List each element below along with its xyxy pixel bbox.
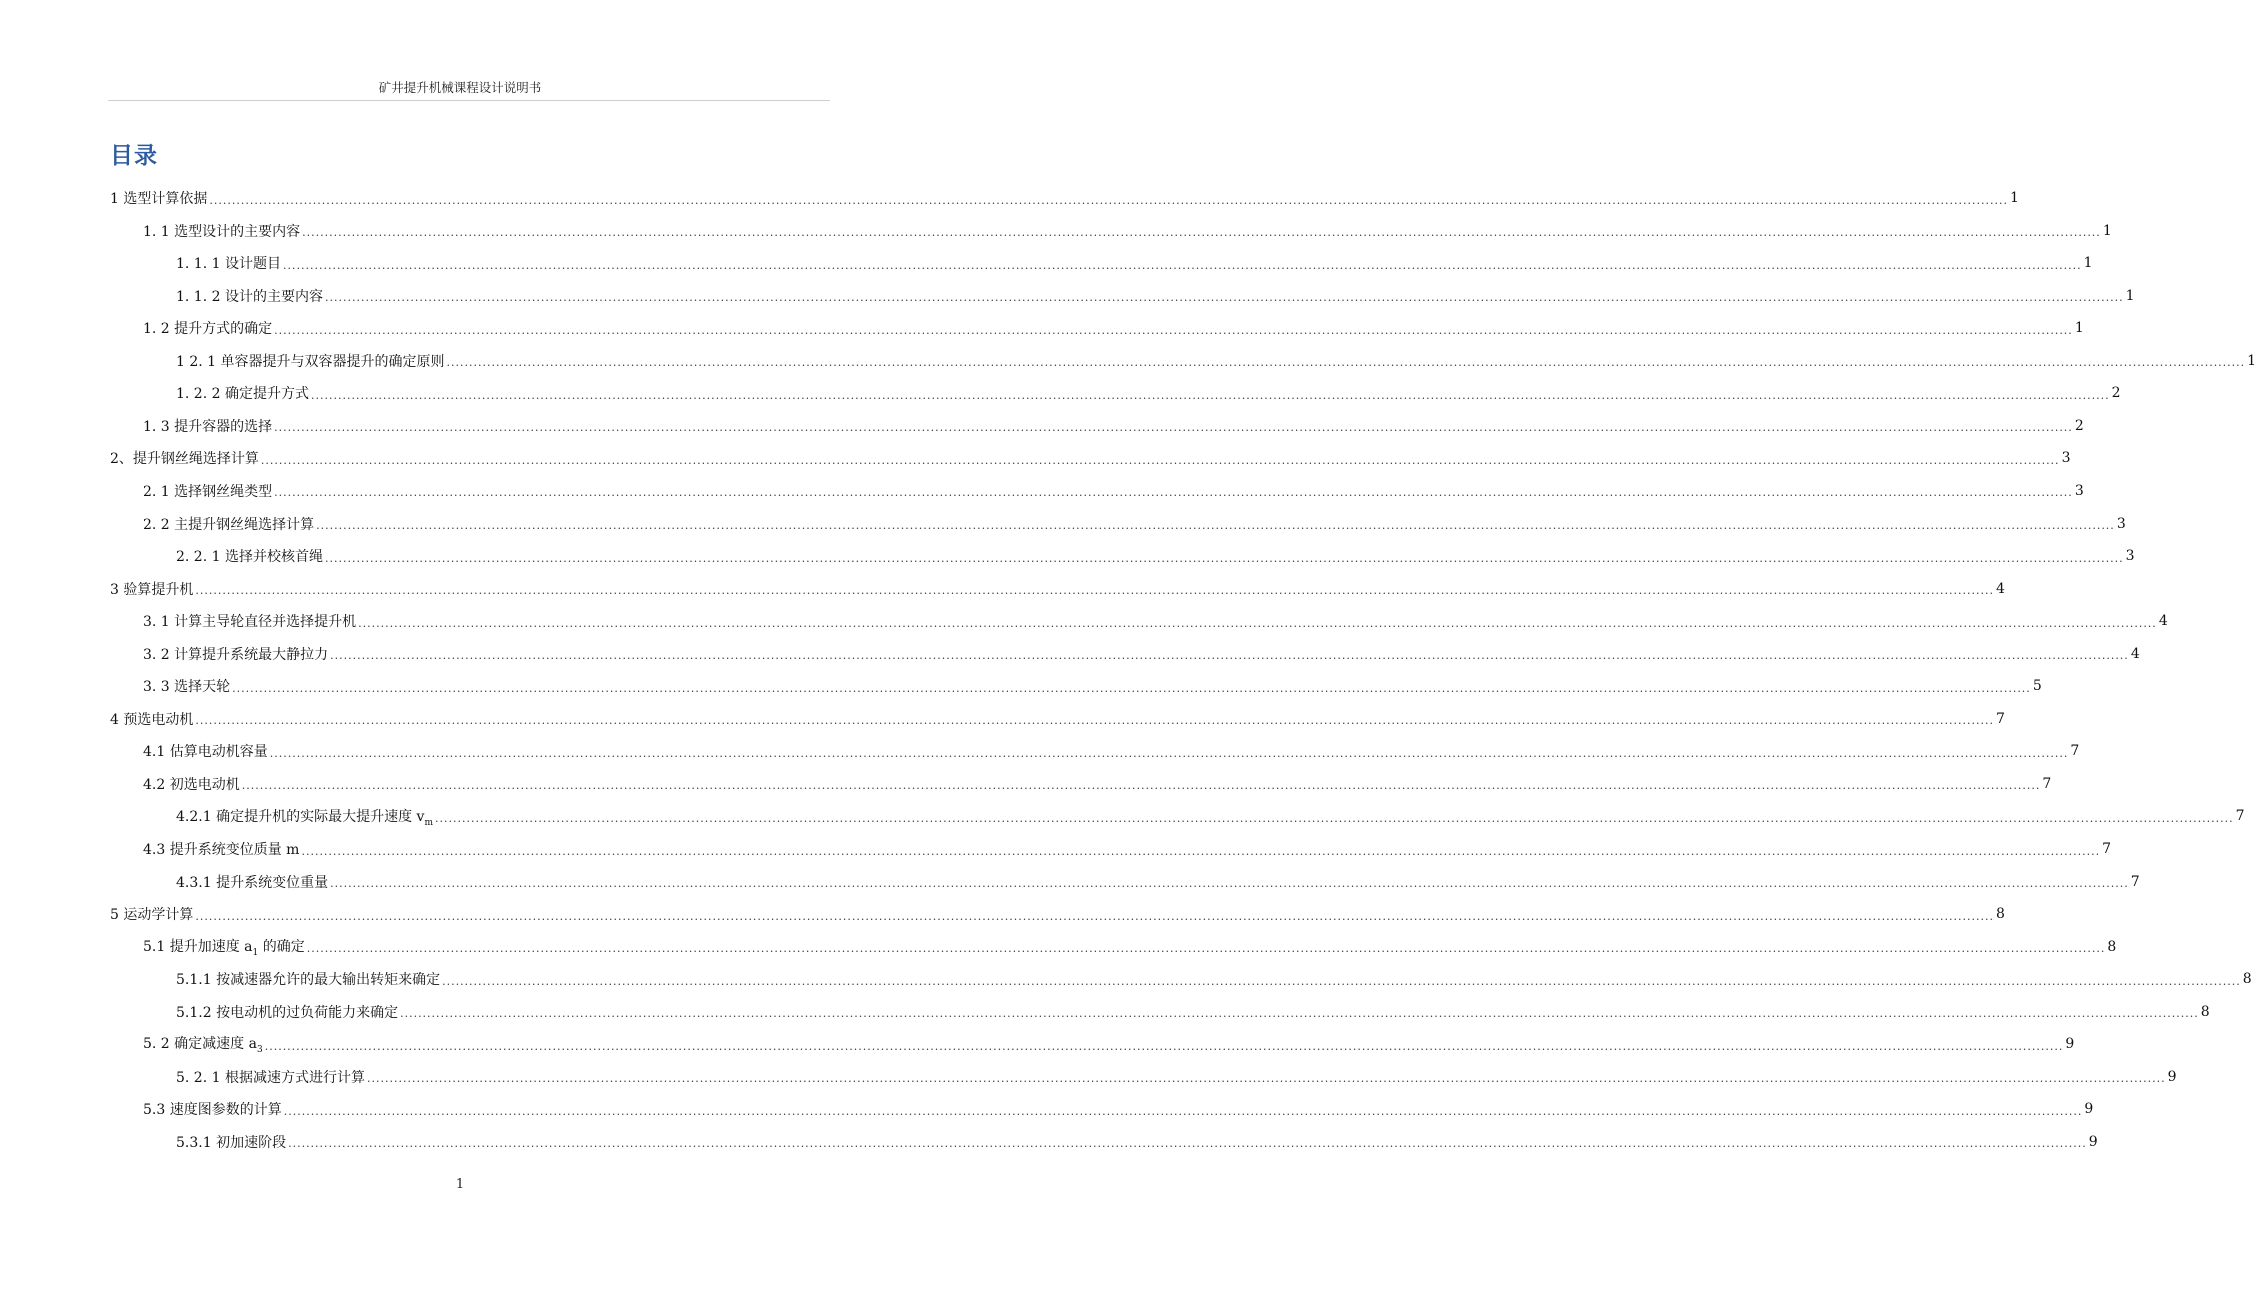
toc-entry[interactable] — [110, 182, 2019, 214]
toc-entry-title-text: 5.3 速度图参数的计算 — [143, 1102, 282, 1119]
toc-entry[interactable] — [143, 312, 2084, 344]
header-divider — [108, 100, 830, 101]
toc-dot-leader: ................................................................................................................................................................................................................................................................................................................................................................................................................ — [302, 226, 2101, 240]
toc-entry-title-text: 4.1 估算电动机容量 — [143, 744, 268, 761]
toc-dot-leader: ................................................................................................................................................................................................................................................................................................................................................................................................................ — [324, 551, 2124, 565]
toc-entry-page: 3 — [2116, 515, 2126, 532]
toc-entry[interactable] — [176, 280, 2135, 312]
toc-entry-title — [176, 1132, 286, 1152]
toc-dot-leader: ................................................................................................................................................................................................................................................................................................................................................................................................................ — [366, 1072, 2166, 1086]
toc-entry-page: 3 — [2074, 482, 2084, 499]
toc-dot-leader: ................................................................................................................................................................................................................................................................................................................................................................................................................ — [282, 258, 2082, 272]
toc-entry-page: 7 — [2130, 873, 2140, 890]
toc-entry-page: 1 — [2125, 287, 2135, 304]
toc-entry-subscript: 1 — [252, 947, 259, 958]
toc-entry[interactable] — [143, 833, 2112, 865]
toc-entry[interactable] — [110, 573, 2005, 605]
toc-entry[interactable] — [110, 898, 2005, 930]
toc-entry-title-text: 4 预选电动机 — [110, 711, 194, 728]
toc-entry-title — [143, 514, 314, 534]
toc-dot-leader: ................................................................................................................................................................................................................................................................................................................................................................................................................ — [195, 909, 1994, 923]
toc-entry-title-text: 1. 3 提升容器的选择 — [143, 418, 273, 435]
toc-entry[interactable] — [176, 540, 2135, 572]
toc-entry-title — [110, 709, 193, 729]
toc-entry-page: 9 — [2167, 1068, 2177, 1085]
toc-entry-title-text: 5.1 提升加速度 a — [143, 938, 253, 955]
toc-entry-title-text: 3. 1 计算主导轮直径并选择提升机 — [143, 614, 357, 631]
toc-entry-title — [176, 1002, 398, 1022]
toc-entry-title-text: 1 2. 1 单容器提升与双容器提升的确定原则 — [176, 353, 445, 370]
toc-entry-page: 1 — [2247, 352, 2256, 369]
toc-entry-title — [143, 644, 328, 664]
toc-entry-title-text: 4.3.1 提升系统变位重量 — [176, 874, 329, 891]
toc-entry[interactable] — [176, 996, 2210, 1028]
toc-entry-title-text: 5.3.1 初加速阶段 — [176, 1134, 287, 1151]
toc-entry-title-text: 5. 2. 1 根据减速方式进行计算 — [176, 1069, 365, 1086]
toc-entry[interactable] — [176, 866, 2140, 898]
toc-entry-title-text: 4.2 初选电动机 — [143, 776, 240, 793]
toc-entry-title-text: 1. 1. 2 设计的主要内容 — [176, 288, 323, 305]
toc-entry-title — [143, 416, 272, 436]
toc-entry-page: 7 — [2235, 808, 2245, 825]
toc-dot-leader: ................................................................................................................................................................................................................................................................................................................................................................................................................ — [195, 584, 1994, 598]
toc-entry-title-text: 5.1.1 按减速器允许的最大输出转矩来确定 — [176, 972, 441, 989]
toc-entry[interactable] — [176, 345, 2256, 377]
toc-entry-title — [143, 1033, 263, 1055]
toc-entry-page: 5 — [2032, 678, 2042, 695]
toc-entry-page: 4 — [2158, 613, 2168, 630]
toc-dot-leader: ................................................................................................................................................................................................................................................................................................................................................................................................................ — [288, 1137, 2087, 1151]
toc-entry-title-text: 1. 2. 2 确定提升方式 — [176, 386, 309, 403]
toc-entry[interactable] — [176, 800, 2245, 832]
toc-entry-page: 9 — [2065, 1036, 2075, 1053]
toc-entry-page: 9 — [2084, 1101, 2094, 1118]
toc-entry-title — [176, 546, 323, 566]
toc-entry-title — [143, 676, 230, 696]
running-header: 矿井提升机械课程设计说明书 — [378, 80, 542, 95]
toc-entry-title — [176, 351, 445, 371]
toc-entry-page: 8 — [1996, 906, 2005, 923]
toc-entry-title — [176, 286, 323, 306]
toc-heading: 目录 — [110, 143, 158, 169]
toc-entry-title — [143, 221, 300, 241]
toc-entry[interactable] — [143, 735, 2080, 767]
toc-dot-leader: ................................................................................................................................................................................................................................................................................................................................................................................................................ — [330, 649, 2129, 663]
toc-entry-page: 8 — [2242, 971, 2252, 988]
toc-entry-page: 7 — [2102, 841, 2112, 857]
toc-dot-leader: ................................................................................................................................................................................................................................................................................................................................................................................................................ — [260, 453, 2060, 467]
toc-entry-title-text: 1. 1 选型设计的主要内容 — [143, 223, 301, 240]
toc-dot-leader: ................................................................................................................................................................................................................................................................................................................................................................................................................ — [264, 1039, 2064, 1053]
toc-entry-page: 9 — [2088, 1133, 2098, 1150]
toc-entry[interactable] — [143, 215, 2112, 247]
toc-entry-page: 1 — [2083, 255, 2093, 272]
toc-entry[interactable] — [110, 703, 2005, 735]
toc-entry-subscript: m — [424, 817, 433, 828]
toc-dot-leader: ................................................................................................................................................................................................................................................................................................................................................................................................................ — [269, 746, 2069, 760]
toc-entry-page: 4 — [1996, 580, 2005, 597]
toc-entry-title — [143, 936, 305, 958]
toc-entry-title — [143, 318, 272, 338]
toc-dot-leader: ................................................................................................................................................................................................................................................................................................................................................................................................................ — [400, 1007, 2199, 1021]
toc-entry[interactable] — [110, 442, 2071, 474]
toc-entry[interactable] — [176, 377, 2121, 409]
toc-entry-title-text: 2. 2. 1 选择并校核首绳 — [176, 549, 323, 566]
toc-dot-leader: ................................................................................................................................................................................................................................................................................................................................................................................................................ — [306, 942, 2106, 956]
toc-entry-title — [143, 611, 356, 631]
toc-entry-page: 8 — [2107, 938, 2117, 955]
toc-entry-page: 7 — [2042, 775, 2052, 792]
toc-entry-title-text: 5 运动学计算 — [110, 907, 194, 924]
toc-entry-subscript: 3 — [256, 1045, 263, 1056]
toc-dot-leader: ................................................................................................................................................................................................................................................................................................................................................................................................................ — [301, 844, 2101, 858]
toc-entry[interactable] — [176, 247, 2093, 279]
toc-entry-title-text: 3 验算提升机 — [110, 581, 194, 598]
toc-dot-leader: ................................................................................................................................................................................................................................................................................................................................................................................................................ — [241, 779, 2041, 793]
toc-dot-leader: ................................................................................................................................................................................................................................................................................................................................................................................................................ — [446, 356, 2246, 370]
toc-dot-leader: ................................................................................................................................................................................................................................................................................................................................................................................................................ — [310, 388, 2110, 402]
toc-dot-leader: ................................................................................................................................................................................................................................................................................................................................................................................................................ — [274, 323, 2073, 337]
toc-entry-page: 2 — [2111, 385, 2121, 402]
toc-entry-title — [110, 188, 207, 208]
toc-entry-page: 3 — [2125, 548, 2135, 565]
toc-entry-title — [176, 969, 440, 989]
toc-entry-title-text: 4.3 提升系统变位质量 m — [143, 842, 300, 858]
toc-dot-leader: ................................................................................................................................................................................................................................................................................................................................................................................................................ — [316, 519, 2115, 532]
toc-entry-title — [143, 774, 240, 794]
toc-entry-title-text: 2、提升钢丝绳选择计算 — [110, 451, 259, 468]
toc-entry[interactable] — [176, 963, 2252, 995]
toc-entry-page: 3 — [2061, 450, 2071, 467]
toc-entry-title-text: 4.2.1 确定提升机的实际最大提升速度 v — [176, 808, 425, 825]
toc-entry[interactable] — [143, 931, 2117, 963]
toc-dot-leader: ................................................................................................................................................................................................................................................................................................................................................................................................................ — [358, 616, 2157, 630]
toc-entry-title — [143, 1099, 282, 1119]
toc-entry-page: 7 — [2070, 743, 2080, 760]
toc-entry-page: 2 — [2074, 417, 2084, 434]
toc-entry-page: 7 — [1996, 710, 2005, 727]
toc-dot-leader: ................................................................................................................................................................................................................................................................................................................................................................................................................ — [232, 681, 2031, 695]
toc-entry-title-text: 5. 2 确定减速度 a — [143, 1036, 257, 1053]
toc-entry-page: 8 — [2200, 1003, 2210, 1020]
toc-dot-leader: ................................................................................................................................................................................................................................................................................................................................................................................................................ — [195, 714, 1994, 728]
toc-entry-title — [176, 806, 433, 828]
toc-entry[interactable] — [143, 638, 2140, 670]
toc-entry-page: 1 — [2074, 320, 2084, 337]
toc-entry[interactable] — [143, 768, 2052, 800]
toc-entry[interactable] — [176, 1126, 2098, 1158]
toc-entry[interactable] — [143, 1028, 2075, 1060]
toc-dot-leader: ................................................................................................................................................................................................................................................................................................................................................................................................................ — [434, 811, 2234, 825]
toc-dot-leader: ................................................................................................................................................................................................................................................................................................................................................................................................................ — [274, 486, 2073, 500]
toc-entry-title-text: 1. 1. 1 设计题目 — [176, 256, 281, 273]
toc-entry-title — [176, 872, 328, 892]
toc-entry-title — [176, 1067, 365, 1087]
toc-dot-leader: ................................................................................................................................................................................................................................................................................................................................................................................................................ — [209, 193, 2008, 207]
toc-entry-title-text: 5.1.2 按电动机的过负荷能力来确定 — [176, 1004, 399, 1021]
toc-entry[interactable] — [143, 475, 2084, 507]
toc-entry-title — [143, 481, 272, 501]
toc-dot-leader: ................................................................................................................................................................................................................................................................................................................................................................................................................ — [442, 974, 2241, 988]
toc-entry-page: 1 — [2102, 222, 2112, 239]
toc-entry-page: 1 — [2010, 190, 2019, 206]
toc-entry-title-suffix: 的确定 — [258, 938, 305, 955]
toc-dot-leader: ................................................................................................................................................................................................................................................................................................................................................................................................................ — [283, 1104, 2083, 1118]
toc-entry-title-text: 1 选型计算依据 — [110, 191, 208, 207]
toc-entry[interactable] — [143, 605, 2168, 637]
toc-entry-page: 4 — [2130, 645, 2140, 662]
toc-entry[interactable] — [143, 1093, 2094, 1125]
toc-entry-title — [110, 448, 259, 468]
toc-entry[interactable] — [143, 670, 2042, 702]
toc-entry-title — [110, 904, 193, 924]
toc-entry[interactable] — [143, 508, 2126, 540]
toc-entry-title — [143, 741, 268, 761]
toc-entry-title-text: 1. 2 提升方式的确定 — [143, 321, 273, 338]
toc-dot-leader: ................................................................................................................................................................................................................................................................................................................................................................................................................ — [330, 877, 2129, 891]
toc-entry-title — [176, 383, 309, 403]
toc-entry-title-text: 2. 1 选择钢丝绳类型 — [143, 483, 273, 500]
toc-entry[interactable] — [143, 410, 2084, 442]
toc-entry-title — [176, 253, 281, 273]
toc-entry-title-text: 3. 2 计算提升系统最大静拉力 — [143, 646, 329, 663]
toc-dot-leader: ................................................................................................................................................................................................................................................................................................................................................................................................................ — [274, 421, 2073, 435]
toc-dot-leader: ................................................................................................................................................................................................................................................................................................................................................................................................................ — [324, 291, 2124, 305]
toc-entry[interactable] — [176, 1061, 2177, 1093]
toc-entry-title — [143, 839, 299, 859]
page-number: 1 — [455, 1177, 465, 1192]
toc-entry-title — [110, 579, 193, 599]
toc-entry-title-text: 3. 3 选择天轮 — [143, 679, 231, 696]
toc-entry-title-text: 2. 2 主提升钢丝绳选择计算 — [143, 516, 315, 533]
